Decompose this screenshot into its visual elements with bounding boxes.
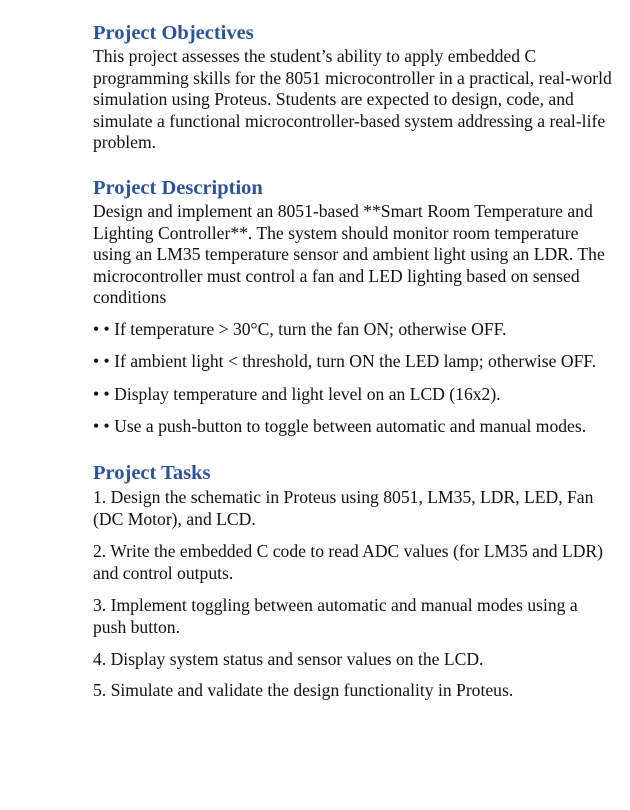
task-item-2: 2. Write the embedded C code to read ADC values (for LM35 and LDR) and control outputs.	[93, 540, 604, 584]
description-heading: Project Description	[93, 176, 263, 199]
section-spacer	[93, 154, 613, 176]
document-page	[93, 21, 613, 702]
description-section	[93, 176, 613, 439]
description-bullet-light: • • If ambient light < threshold, turn ON the LED lamp; otherwise OFF.	[93, 351, 597, 372]
tasks-heading: Project Tasks	[93, 461, 211, 484]
tasks-section	[93, 461, 613, 702]
task-item-4: 4. Display system status and sensor values on the LCD.	[93, 648, 484, 669]
task-item-3: 3. Implement toggling between automatic and manual modes using a push button.	[93, 594, 578, 638]
objectives-heading: Project Objectives	[93, 22, 254, 44]
task-item-1: 1. Design the schematic in Proteus using 8051, LM35, LDR, LED, Fan (DC Motor), and LCD.	[93, 486, 594, 530]
objectives-section	[93, 21, 613, 154]
section-spacer	[93, 439, 613, 461]
description-bullet-temperature: • • If temperature > 30°C, turn the fan ON; otherwise OFF.	[93, 318, 507, 339]
task-item-5: 5. Simulate and validate the design functionality in Proteus.	[93, 680, 514, 701]
description-bullet-pushbutton: • • Use a push-button to toggle between automatic and manual modes.	[93, 416, 587, 437]
description-paragraph: Design and implement an 8051-based **Smart Room Temperature and Lighting Controller**. The system should monitor room temperature using an LM35 temperature sensor and ambient light using an LDR. The microcontroller must control a fan and LED lighting based on sensed conditions	[93, 200, 605, 308]
description-bullet-lcd: • • Display temperature and light level on an LCD (16x2).	[93, 383, 501, 404]
objectives-paragraph: This project assesses the student’s ability to apply embedded C programming skills for the 8051 microcontroller in a practical, real-world simulation using Proteus. Students are expected to design, code, and simulate a functional microcontroller-based system addressing a real-life problem.	[93, 46, 612, 153]
